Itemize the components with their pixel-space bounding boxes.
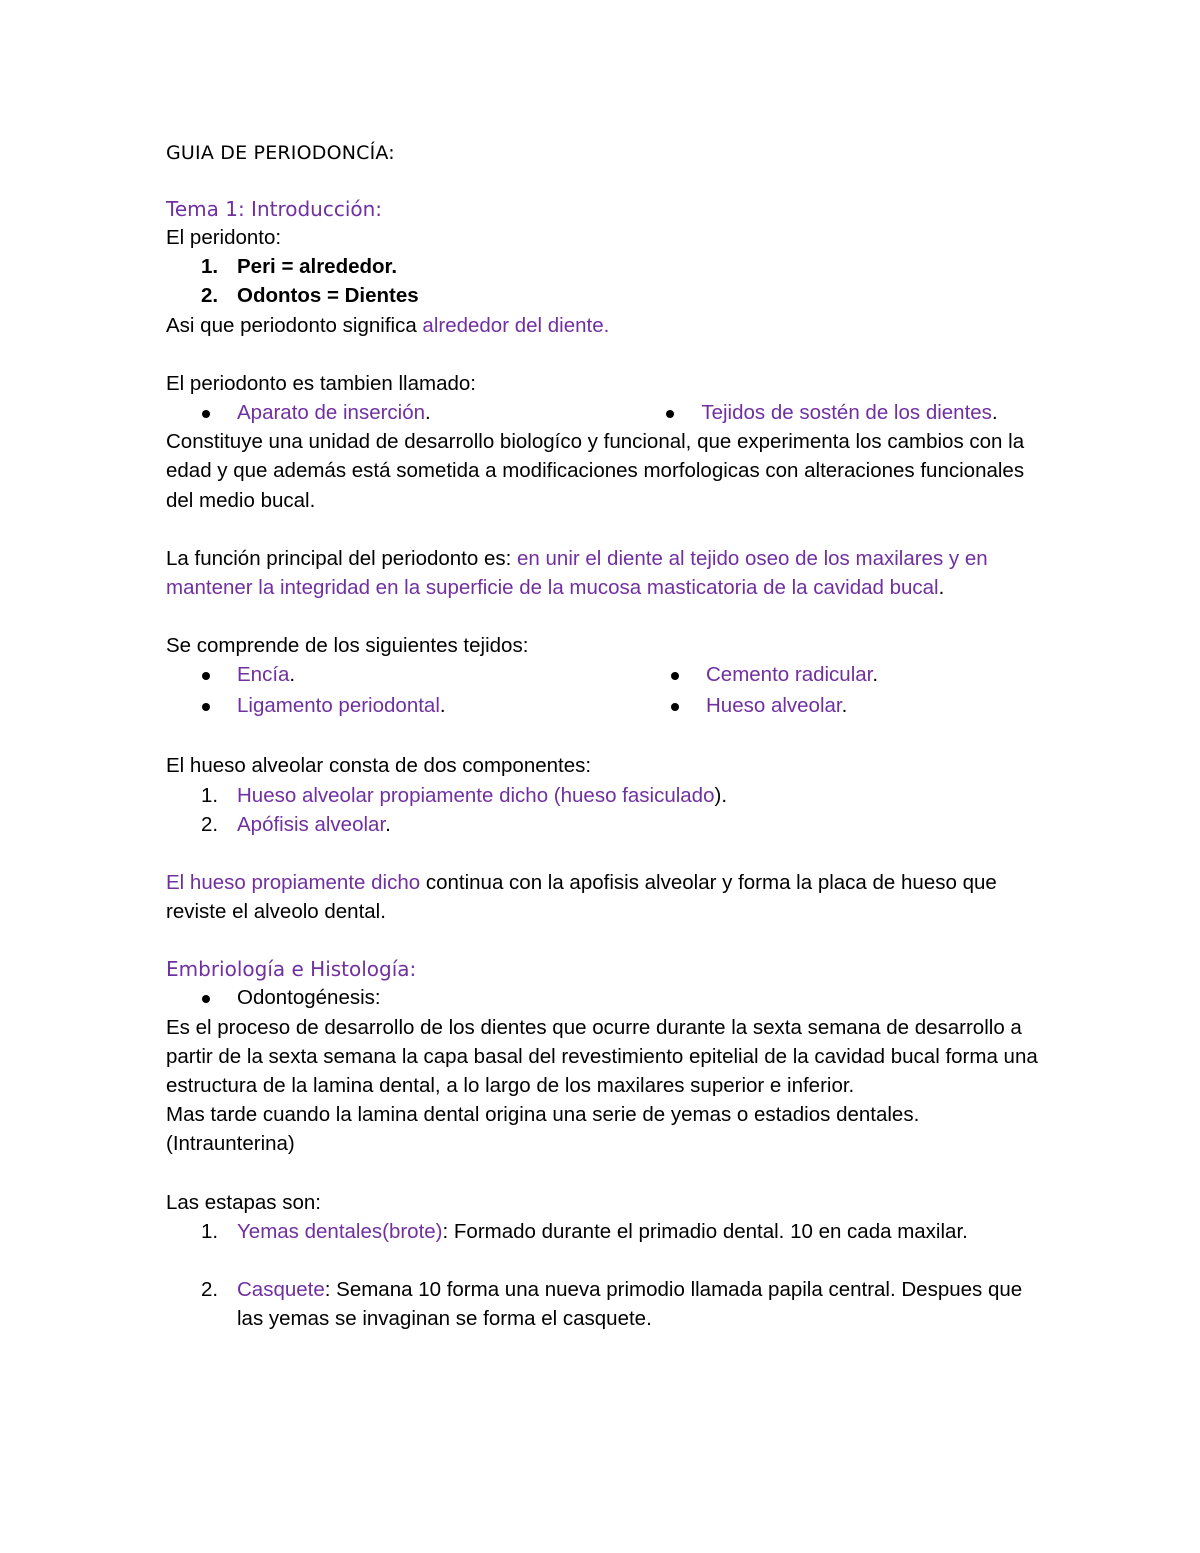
list-item xyxy=(630,398,1046,427)
bullet-icon xyxy=(666,410,674,418)
bone-intro: El hueso alveolar consta de dos componentes: xyxy=(166,754,592,778)
list-text: Apófisis alveolar xyxy=(237,812,386,836)
list-number: 1. xyxy=(201,783,219,807)
list-suffix: . xyxy=(439,694,446,718)
tissues-row xyxy=(166,660,1046,691)
list-suffix: . xyxy=(841,694,848,718)
list-suffix: . xyxy=(872,663,879,687)
meaning-prefix: Asi que periodonto significa xyxy=(166,313,423,337)
section-heading-intro: Tema 1: Introducción: xyxy=(166,197,383,221)
list-suffix: : Formado durante el primadio dental. 10 en cada maxilar. xyxy=(442,1219,968,1243)
tissues-row xyxy=(166,691,1046,722)
function-suffix: . xyxy=(938,576,945,600)
bullet-icon xyxy=(202,703,210,711)
list-item xyxy=(166,1217,1046,1246)
bone-proper-paragraph xyxy=(166,868,1046,926)
list-text: Hueso alveolar propiamente dicho (hueso fasiculado xyxy=(237,783,715,807)
list-item xyxy=(166,252,1046,281)
list-text: Peri = alrededor. xyxy=(237,255,398,279)
bone-proper-accent: El hueso propiamente dicho xyxy=(166,871,421,895)
list-item xyxy=(635,691,1046,722)
bullet-icon xyxy=(671,672,679,680)
odontogenesis-paragraph: Es el proceso de desarrollo de los dientes que ocurre durante la sexta semana de desarrollo a partir de la sexta semana la capa basal del revestimiento epitelial de la cavidad bucal forma una estructura de la lamina dental, a lo largo de los maxilares superior e inferior. xyxy=(166,1015,1038,1098)
list-suffix: . xyxy=(289,663,296,687)
names-list xyxy=(166,398,1046,427)
list-text: Odontos = Dientes xyxy=(237,284,419,308)
list-text: Casquete xyxy=(237,1278,325,1302)
list-number: 2. xyxy=(201,1278,219,1302)
tissues-intro: Se comprende de los siguientes tejidos: xyxy=(166,634,529,658)
list-text: Hueso alveolar xyxy=(706,694,842,718)
bone-proper-rest: continua con la apofisis alveolar y forma la placa de hueso que reviste el alveolo dental. xyxy=(166,871,997,924)
list-item xyxy=(166,281,1046,310)
also-called-intro: El periodonto es tambien llamado: xyxy=(166,371,476,395)
list-item xyxy=(166,691,635,722)
list-text: Yemas dentales(brote) xyxy=(237,1219,443,1243)
bullet-icon xyxy=(671,703,679,711)
list-text: Odontogénesis: xyxy=(237,986,381,1010)
section-heading-embryology: Embriología e Histología: xyxy=(166,957,417,982)
function-paragraph xyxy=(166,544,1046,602)
list-text: Aparato de inserción xyxy=(237,401,426,425)
list-item xyxy=(166,660,635,691)
meaning-line xyxy=(166,311,1046,340)
list-item xyxy=(635,660,1046,691)
list-item xyxy=(166,1275,1046,1333)
list-suffix: . xyxy=(425,401,431,425)
list-number: 2. xyxy=(201,812,219,836)
list-suffix: ). xyxy=(714,783,728,807)
list-suffix: . xyxy=(991,401,998,425)
document-page xyxy=(166,138,1046,1333)
list-item xyxy=(166,398,630,427)
constitutes-paragraph: Constituye una unidad de desarrollo biologíco y funcional, que experimenta los cambios con la edad y que además está sometida a modificaciones morfologicas con alteraciones funcionales del medio bucal. xyxy=(166,430,1025,512)
function-prefix: La función principal del periodonto es: xyxy=(166,546,518,570)
list-text: Cemento radicular xyxy=(706,663,873,687)
list-item xyxy=(166,983,1046,1012)
list-suffix: : Semana 10 forma una nueva primodio llamada papila central. Despues que las yemas se invaginan se forma el casquete. xyxy=(237,1278,1023,1331)
list-item xyxy=(166,781,1046,810)
function-accent: en unir el diente al tejido oseo de los maxilares y en mantener la integridad en la superficie de la mucosa masticatoria de la cavidad bucal xyxy=(166,546,988,600)
stages-intro: Las estapas son: xyxy=(166,1190,321,1214)
document-title: GUIA DE PERIODONCÍA: xyxy=(166,142,395,164)
list-text: Ligamento periodontal xyxy=(237,694,440,718)
list-text: Encía xyxy=(237,663,290,687)
bullet-icon xyxy=(202,995,210,1003)
meaning-accent: alrededor del diente. xyxy=(422,313,610,337)
list-item xyxy=(166,810,1046,839)
list-suffix: . xyxy=(385,812,391,836)
list-number: 1. xyxy=(201,255,219,279)
list-number: 1. xyxy=(201,1219,219,1243)
list-number: 2. xyxy=(201,284,219,308)
bullet-icon xyxy=(202,410,210,418)
bullet-icon xyxy=(202,672,210,680)
later-paragraph: Mas tarde cuando la lamina dental origina una serie de yemas o estadios dentales. (Intraunterina) xyxy=(166,1103,920,1156)
peridonto-intro: El peridonto: xyxy=(166,226,282,249)
list-text: Tejidos de sostén de los dientes xyxy=(701,401,992,425)
